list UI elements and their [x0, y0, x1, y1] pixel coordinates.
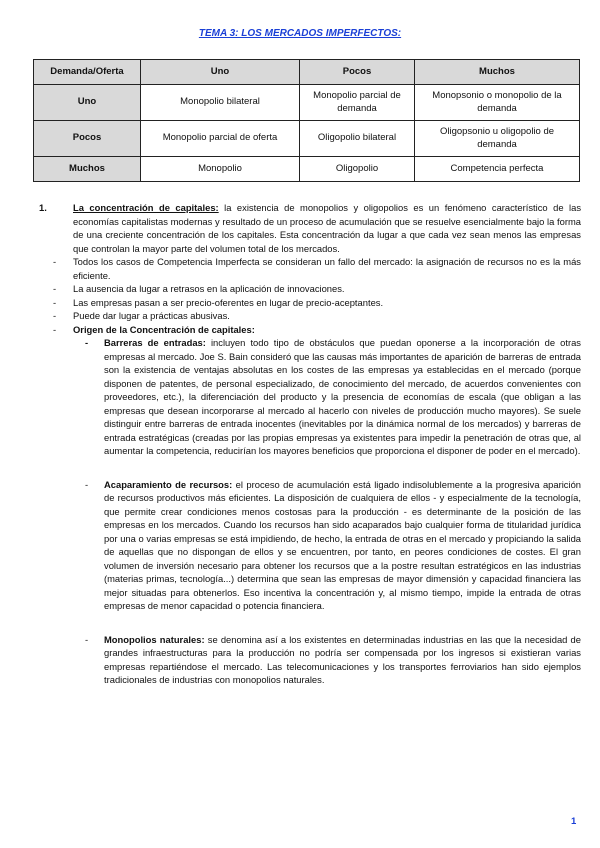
- subitem-text: incluyen todo tipo de obstáculos que puedan oponerse a la incorporación de otras empresas al mercado. Joe S. Bain consideró que las causas más importantes de aparición de barreras de entrada son la existencia de ventajas absolutas en los costes de las empresas ya establecidas en el mercado (porque disponen de patentes, de personal especializado, de conocimiento del mercado, de acuerdos convenientes con proveedores, etc.), la diferenciación del producto y la presencia de economías de escala (que obligan a las empresas que desean incorporarse al mercado al hacerlo con niveles de producción mucho mayores). Se suele distinguir entre barreras de entrada inocentes (inevitables por la dinámica normal de los mercados) y barreras de entrada estratégicas (creadas por las propias empresas ya existentes para impedir la penetración de otras que, al aumentar la competencia, reducirían los mayores beneficios que proporciona el disponer de poder en el mercado).: [104, 337, 581, 456]
- header-cell: Muchos: [415, 60, 580, 85]
- header-cell: Uno: [141, 60, 300, 85]
- header-cell: Pocos: [300, 60, 415, 85]
- section-number: 1.: [39, 202, 47, 213]
- table-cell: Monopolio parcial de oferta: [141, 121, 300, 157]
- table-cell: Monopsonio o monopolio de la demanda: [415, 85, 580, 121]
- subitem-text: el proceso de acumulación está ligado indisolublemente a la progresiva aparición de recursos productivos más eficientes. La disposición de cualquiera de ellos - y especialmente de la tecnología, que permite crear condiciones menos costosas para la producción - es determinante de la posición de las empresas en los mercados. Cuando los recursos han sido acaparados bajo cualquier forma de titularidad jurídica por una o varias empresas se está impidiendo, de hecho, la entrada de otras en el mercado y propiciando la salida de aquellas que no dispongan de ellos y se encuentren, por tanto, en peores condiciones de costes. El gran volumen de inversión necesario para obtener los recursos que a la postre resultan estratégicos en las industrias (materias primas, tecnología...) determina que sean las empresas de mayor dimensión y capacidad financiera las mejor situadas para obtenerlos. Eso incentiva la concentración y, al mismo tiempo, impide la entrada de otras empresas de menor capacidad o potencia financiera.: [104, 478, 582, 611]
- bullet-text: Las empresas pasan a ser precio-oferentes en lugar de precio-aceptantes.: [73, 296, 384, 308]
- table-row: [34, 121, 580, 157]
- subitem-label: Monopolios naturales:: [104, 633, 205, 645]
- bullet-text: Puede dar lugar a prácticas abusivas.: [73, 310, 230, 321]
- page-number: 1: [571, 816, 577, 827]
- table-cell: Oligopolio: [300, 157, 415, 182]
- table-cell: Competencia perfecta: [415, 157, 580, 182]
- page-title: TEMA 3: LOS MERCADOS IMPERFECTOS:: [198, 28, 402, 39]
- section-1: [33, 201, 581, 255]
- market-structure-table: [33, 59, 580, 182]
- bullet-text: La ausencia da lugar a retrasos en la aplicación de innovaciones.: [73, 283, 345, 294]
- section-heading: La concentración de capitales:: [73, 202, 219, 213]
- document-body: [33, 201, 581, 687]
- bullet-text: Todos los casos de Competencia Imperfecta se consideran un fallo del mercado: la asignación de recursos no es la más eficiente.: [73, 256, 581, 281]
- bullet-item: - Origen de la Concentración de capitales:: [53, 323, 255, 335]
- section-text: la existencia de monopolios y oligopolios es un fenómeno característico de las economías capitalistas modernas y resultado de un proceso de acumulación que se resuelve esencialmente bajo la forma de una creciente concentración de los capitales. Esta concentración da lugar a que cada vez sean menos las empresas que controlan la mayor parte del volumen total de los mercados.: [73, 202, 582, 254]
- table-cell: Monopolio: [141, 157, 300, 182]
- row-header-cell: Uno: [34, 85, 141, 121]
- subitem-text: se denomina así a los existentes en determinadas industrias en las que la necesidad de grandes infraestructuras para la producción no podría ser compensada por los ingresos si existieran varias empresas repartiéndose el mercado. Las telecomunicaciones y los transportes ferroviarios han sido ejemplos tradicionales de industrias con monopolios naturales.: [104, 633, 581, 685]
- table-cell: Monopolio parcial de demanda: [300, 85, 415, 121]
- table-row: [34, 157, 580, 182]
- row-header-cell: Pocos: [34, 121, 141, 157]
- origen-heading: Origen de la Concentración de capitales:: [73, 323, 255, 335]
- subitem-acaparamiento: - Acaparamiento de recursos: el proceso de acumulación está ligado indisolublemente a la progresiva aparición de recursos productivos más eficientes. La disposición de cualquiera de ellos - y especialmente de la tecnología, que permite crear condiciones menos costosas para la producción - es determinante de la posición de las empresas en los mercados. Cuando los recursos han sido acaparados bajo cualquier forma de titularidad jurídica por una o varias empresas se está impidiendo, de hecho, la entrada de otras en el mercado y propiciando la salida de aquellas que no dispongan de ellos y se encuentren, por tanto, en peores condiciones de costes. El gran volumen de inversión necesario para obtener los recursos que a la postre resultan estratégicos en las industrias (materias primas, tecnología...) determina que sean las empresas de mayor dimensión y capacidad financiera las mejor situadas para obtenerlos. Eso incentiva la concentración y, al mismo tiempo, impide la entrada de otras empresas de menor capacidad o potencia financiera.: [85, 478, 582, 611]
- bullet-item: - Todos los casos de Competencia Imperfecta se consideran un fallo del mercado: la asignación de recursos no es la más eficiente.: [53, 256, 581, 281]
- table-cell: Oligopolio bilateral: [300, 121, 415, 157]
- bullet-item: - Las empresas pasan a ser precio-oferentes en lugar de precio-aceptantes.: [53, 296, 384, 308]
- table-cell: Monopolio bilateral: [141, 85, 300, 121]
- row-header-cell: Muchos: [34, 157, 141, 182]
- subitem-monopolios-naturales: - Monopolios naturales: se denomina así a los existentes en determinadas industrias en las que la necesidad de grandes infraestructuras para la producción no podría ser compensada por los ingresos si existieran varias empresas repartiéndose el mercado. Las telecomunicaciones y los transportes ferroviarios han sido ejemplos tradicionales de industrias con monopolios naturales.: [85, 633, 581, 685]
- subitem-label: Acaparamiento de recursos:: [104, 478, 233, 490]
- subitem-barreras: - Barreras de entradas: incluyen todo tipo de obstáculos que puedan oponerse a la incorporación de otras empresas al mercado. Joe S. Bain consideró que las causas más importantes de aparición de barreras de entrada son la existencia de ventajas absolutas en los costes de las empresas ya establecidas en el mercado (porque disponen de patentes, de personal especializado, de conocimiento del mercado, de acuerdos convenientes con proveedores, etc.), la diferenciación del producto y la presencia de economías de escala (que obligan a las empresas que desean incorporarse al mercado al hacerlo con niveles de producción mucho mayores). Se suele distinguir entre barreras de entrada inocentes (inevitables por la dinámica normal de los mercados) y barreras de entrada estratégicas (creadas por las propias empresas ya existentes para impedir la penetración de otras que, al aumentar la competencia, reducirían los mayores beneficios que proporciona el disponer de poder en el mercado).: [85, 337, 581, 456]
- bullet-item: - La ausencia da lugar a retrasos en la aplicación de innovaciones.: [53, 283, 345, 294]
- table-row: [34, 85, 580, 121]
- subitem-label: Barreras de entradas:: [104, 337, 206, 348]
- table-cell: Oligopsonio u oligopolio de demanda: [415, 121, 580, 157]
- header-cell: Demanda/Oferta: [34, 60, 141, 85]
- table-header-row: [34, 60, 580, 85]
- bullet-item: - Puede dar lugar a prácticas abusivas.: [53, 310, 230, 321]
